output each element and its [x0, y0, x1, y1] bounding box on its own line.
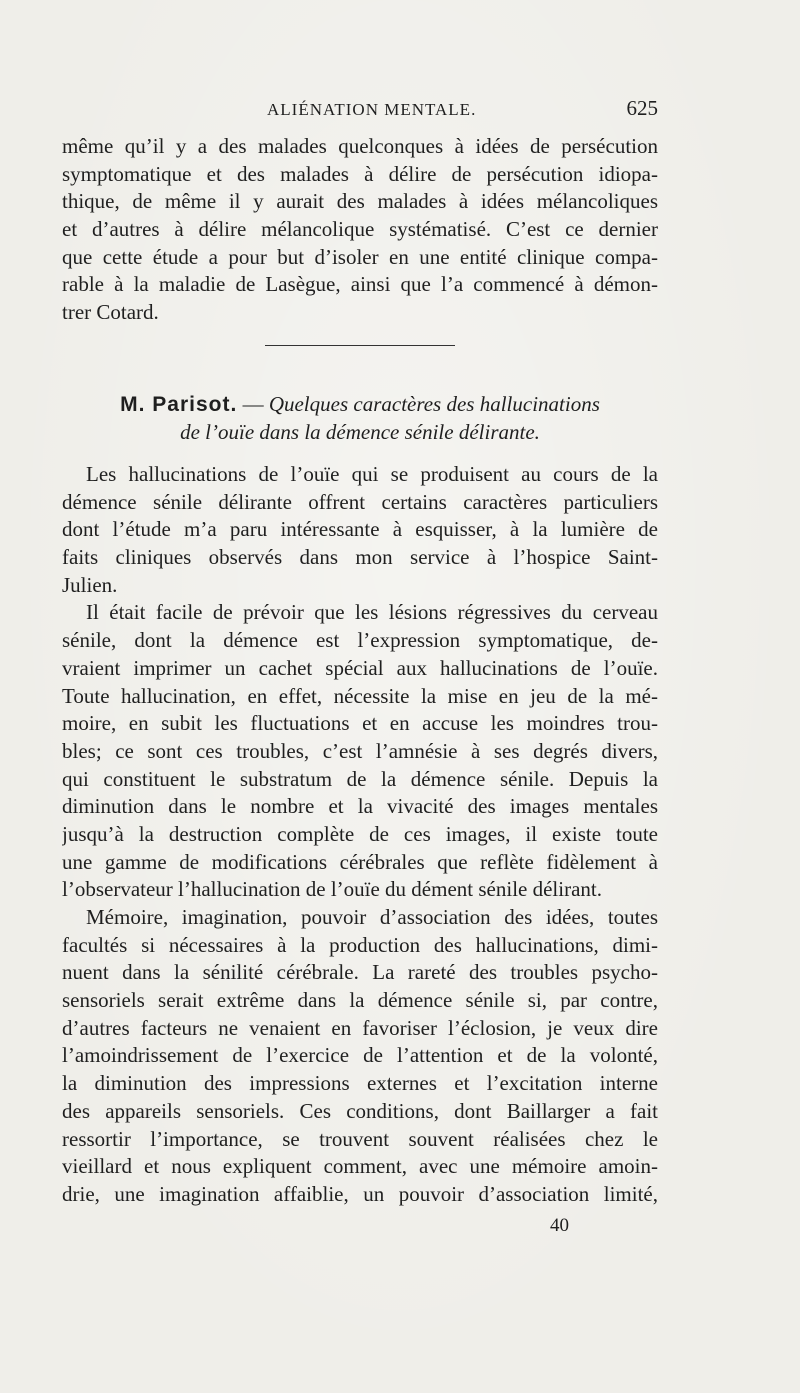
text-line: Julien.	[62, 572, 118, 597]
text-line: jusqu’à la destruction complète de ces images, il existe toute	[62, 821, 658, 846]
text-line: vieillard et nous expliquent comment, avec une mémoire amoin-	[62, 1154, 658, 1179]
heading-dash: —	[242, 392, 264, 416]
text-line: rable à la maladie de Lasègue, ainsi que l’a commencé à démon-	[62, 272, 658, 297]
text-line: d’autres facteurs ne venaient en favoriser l’éclosion, je veux dire	[62, 1015, 658, 1040]
text-line: diminution dans le nombre et la vivacité des images mentales	[62, 794, 658, 819]
section-subheading	[62, 420, 658, 445]
text-line: Les hallucinations de l’ouïe qui se produisent au cours de la	[86, 462, 658, 486]
text-line: nuent dans la sénilité cérébrale. La rareté des troubles psycho-	[62, 960, 658, 985]
text-line: drie, une imagination affaiblie, un pouvoir d’association limité,	[62, 1181, 658, 1206]
text-line: l’observateur l’hallucination de l’ouïe du dément sénile délirant.	[62, 877, 602, 902]
text-line: Il était facile de prévoir que les lésions régressives du cerveau	[86, 600, 658, 625]
text-line: et d’autres à délire mélancolique systématisé. C’est ce dernier	[62, 217, 658, 242]
text-line: l’amoindrissement de l’exercice de l’attention et de la volonté,	[62, 1043, 658, 1068]
text-line: sénile, dont la démence est l’expression symptomatique, de-	[62, 628, 658, 653]
text-line: facultés si nécessaires à la production des hallucinations, dimi-	[62, 932, 658, 957]
section-title-line-2: de l’ouïe dans la démence sénile délirante.	[180, 420, 540, 444]
article-body	[62, 461, 658, 1209]
text-line: bles; ce sont ces troubles, c’est l’amnésie à ses degrés divers,	[62, 738, 658, 763]
text-line: trer Cotard.	[62, 300, 159, 325]
text-line: Toute hallucination, en effet, nécessite la mise en jeu de la mé-	[62, 683, 658, 708]
section-title-line-1: Quelques caractères des hallucinations	[268, 392, 600, 416]
section-author: M. Parisot.	[120, 393, 238, 416]
signature-mark: 40	[550, 1215, 569, 1236]
running-head	[62, 96, 658, 126]
intro-paragraph	[62, 133, 658, 327]
text-line: vraient imprimer un cachet spécial aux hallucinations de l’ouïe.	[62, 655, 658, 680]
text-line: une gamme de modifications cérébrales que reflète fidèlement à	[62, 849, 658, 874]
text-line: dont l’étude m’a paru intéressante à esquisser, à la lumière de	[62, 517, 658, 542]
text-line: que cette étude a pour but d’isoler en une entité clinique compa-	[62, 244, 658, 269]
text-line: faits cliniques observés dans mon service à l’hospice Saint-	[62, 545, 658, 570]
text-line: qui constituent le substratum de la démence sénile. Depuis la	[62, 766, 658, 791]
text-line: Mémoire, imagination, pouvoir d’association des idées, toutes	[86, 905, 658, 929]
text-line: moire, en subit les fluctuations et en accuse les moindres trou-	[62, 711, 658, 736]
text-line: ressortir l’importance, se trouvent souvent réalisées chez le	[62, 1126, 658, 1151]
text-line: démence sénile délirante offrent certains caractères particuliers	[62, 489, 658, 514]
page-number: 625	[626, 96, 658, 120]
text-line: même qu’il y a des malades quelconques à idées de persécution	[62, 134, 658, 158]
text-line: thique, de même il y aurait des malades à idées mélancoliques	[62, 189, 658, 214]
text-line: des appareils sensoriels. Ces conditions, dont Baillarger a fait	[62, 1098, 658, 1123]
section-heading	[62, 392, 658, 417]
text-line: symptomatique et des malades à délire de persécution idiopa-	[62, 161, 658, 186]
text-line: la diminution des impressions externes et l’excitation interne	[62, 1071, 658, 1096]
running-title: ALIÉNATION MENTALE.	[267, 100, 477, 119]
text-line: sensoriels serait extrême dans la démence sénile si, par contre,	[62, 988, 658, 1013]
section-divider	[265, 345, 455, 346]
